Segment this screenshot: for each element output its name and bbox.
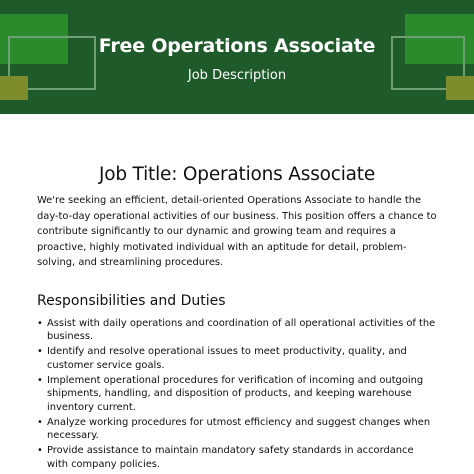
- list-item: [37, 416, 437, 443]
- list-item: [37, 317, 437, 344]
- bullet-icon: •: [37, 346, 43, 357]
- responsibilities-heading: Responsibilities and Duties: [37, 292, 226, 309]
- list-item-text: Provide assistance to maintain mandatory safety standards in accordance with company policies.: [47, 445, 414, 470]
- header-banner: [0, 0, 474, 114]
- header-subtitle: Job Description: [187, 68, 287, 83]
- list-item-text: Analyze working procedures for utmost efficiency and suggest changes when necessary.: [47, 416, 431, 441]
- document-body: [37, 162, 437, 473]
- intro-paragraph: We're seeking an efficient, detail-oriented Operations Associate to handle the day-to-day operational activities of our business. This position offers a chance to contribute significantly to our dynamic and growing team and requires a proactive, highly motivated individual with an aptitude for detail, problem-solving, and streamlining procedures.: [37, 195, 437, 268]
- job-title: Job Title: Operations Associate: [98, 164, 376, 185]
- list-item-text: Implement operational procedures for verification of incoming and outgoing shipments, handling, and disposition of products, and keeping warehouse inventory current.: [47, 374, 424, 413]
- list-item: [37, 444, 437, 471]
- list-item-text: Assist with daily operations and coordination of all operational activities of the business.: [47, 317, 436, 342]
- bullet-icon: •: [37, 445, 43, 456]
- bullet-icon: •: [37, 374, 43, 386]
- bullet-icon: •: [37, 317, 43, 329]
- responsibilities-list: [37, 317, 437, 472]
- list-item: [37, 345, 437, 372]
- list-item: [37, 374, 437, 415]
- header-title: Free Operations Associate: [98, 35, 376, 57]
- list-item-text: Identify and resolve operational issues to meet productivity, quality, and customer service goals.: [47, 346, 407, 371]
- bullet-icon: •: [37, 416, 43, 428]
